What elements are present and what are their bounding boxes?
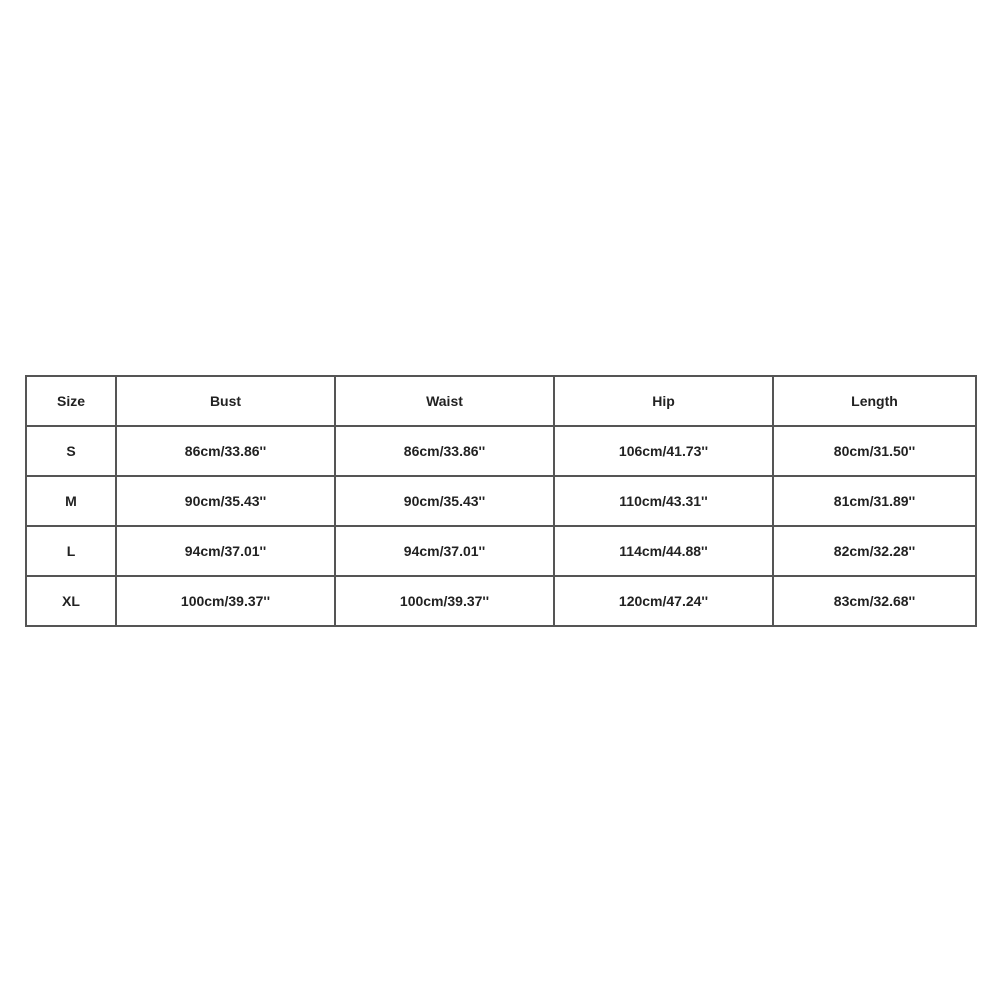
cell-size: L (26, 526, 116, 576)
cell-length: 82cm/32.28'' (773, 526, 976, 576)
cell-size: M (26, 476, 116, 526)
table-row (26, 476, 976, 526)
header-bust: Bust (116, 376, 335, 426)
header-size: Size (26, 376, 116, 426)
cell-waist: 94cm/37.01'' (335, 526, 554, 576)
table-header-row (26, 376, 976, 426)
cell-bust: 94cm/37.01'' (116, 526, 335, 576)
cell-size: XL (26, 576, 116, 626)
cell-waist: 90cm/35.43'' (335, 476, 554, 526)
table-row (26, 426, 976, 476)
cell-length: 83cm/32.68'' (773, 576, 976, 626)
cell-hip: 120cm/47.24'' (554, 576, 773, 626)
cell-length: 80cm/31.50'' (773, 426, 976, 476)
header-waist: Waist (335, 376, 554, 426)
cell-waist: 86cm/33.86'' (335, 426, 554, 476)
cell-hip: 106cm/41.73'' (554, 426, 773, 476)
cell-bust: 90cm/35.43'' (116, 476, 335, 526)
size-chart-table (25, 375, 977, 627)
cell-bust: 100cm/39.37'' (116, 576, 335, 626)
cell-size: S (26, 426, 116, 476)
cell-waist: 100cm/39.37'' (335, 576, 554, 626)
table-row (26, 526, 976, 576)
cell-length: 81cm/31.89'' (773, 476, 976, 526)
table-row (26, 576, 976, 626)
header-hip: Hip (554, 376, 773, 426)
header-length: Length (773, 376, 976, 426)
cell-hip: 110cm/43.31'' (554, 476, 773, 526)
cell-hip: 114cm/44.88'' (554, 526, 773, 576)
cell-bust: 86cm/33.86'' (116, 426, 335, 476)
